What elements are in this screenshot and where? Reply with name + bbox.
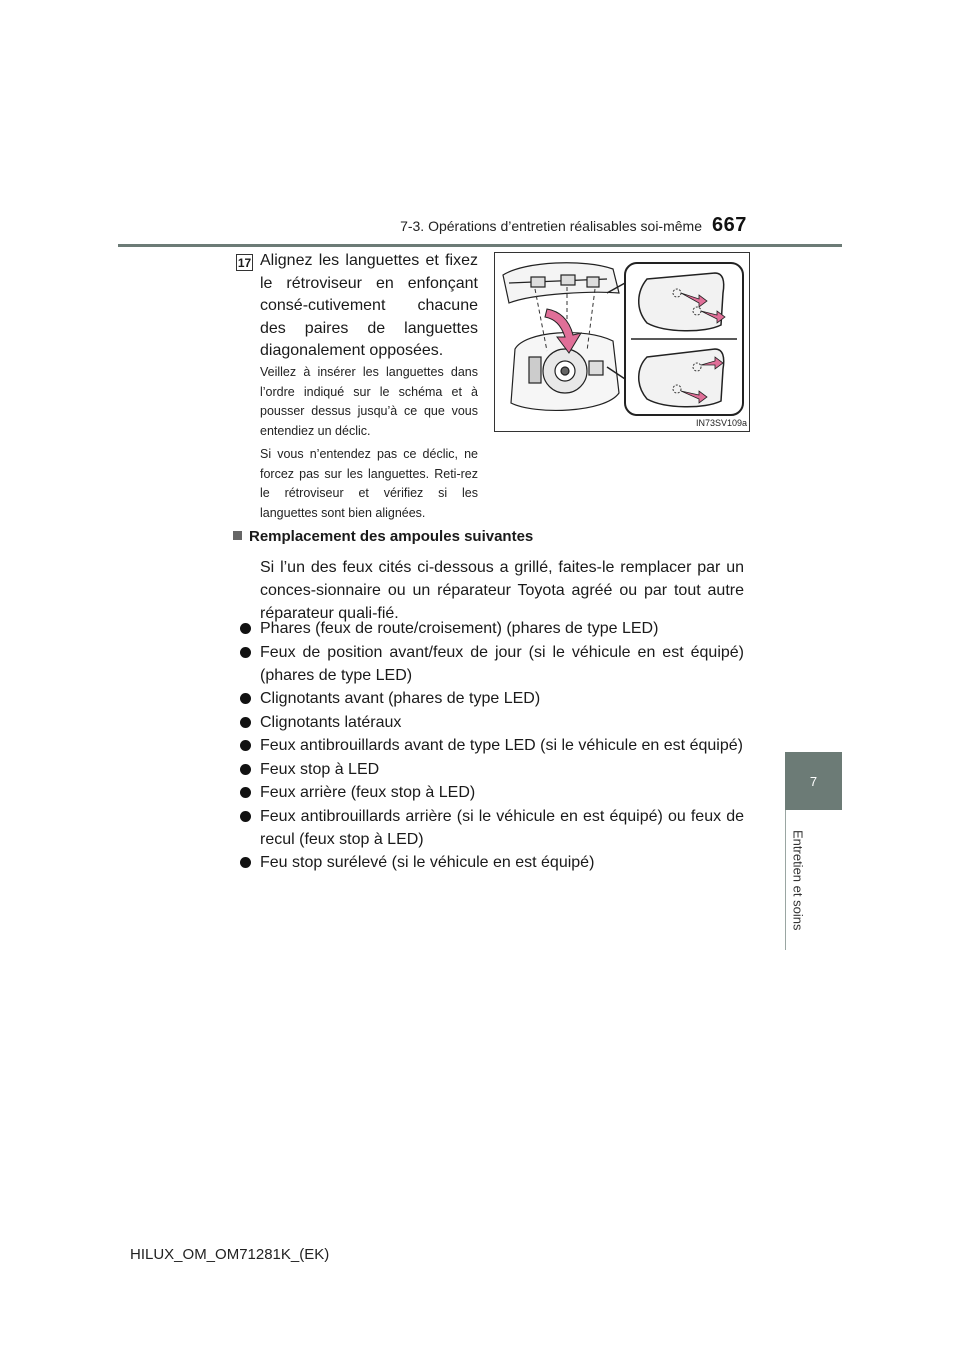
header-divider (118, 244, 842, 247)
bullet-icon (240, 740, 251, 751)
chapter-label: Entretien et soins (790, 829, 806, 931)
list-item: Phares (feux de route/croisement) (phares de type LED) (240, 617, 744, 640)
figure-code: IN73SV109a (696, 418, 748, 428)
bullet-icon (240, 647, 251, 658)
list-item: Feux arrière (feux stop à LED) (240, 781, 744, 804)
list-item: Feux de position avant/feux de jour (si le véhicule en est équipé) (phares de type LED) (240, 641, 744, 687)
mirror-glass-lower (639, 349, 724, 407)
list-item: Feux antibrouillards arrière (si le véhicule en est équipé) ou feux de recul (feux stop à LED) (240, 805, 744, 851)
bullet-icon (240, 717, 251, 728)
section-heading-text: Remplacement des ampoules suivantes (249, 528, 534, 545)
step-instruction: Alignez les languettes et fixez le rétroviseur en enfonçant consé-cutivement chacune des paires de languettes diagonalement opposées. (260, 252, 478, 360)
section-title: 7-3. Opérations d’entretien réalisables soi-même (400, 218, 702, 234)
bullet-icon (240, 693, 251, 704)
chapter-number-tab: 7 (785, 752, 842, 810)
section-intro: Si l’un des feux cités ci-dessous a grillé, faites-le remplacer par un conces-sionnaire ou un réparateur Toyota agréé ou par tout autre réparateur quali-fié. (260, 559, 744, 622)
list-item: Clignotants latéraux (240, 711, 744, 734)
list-item: Feu stop surélevé (si le véhicule en est équipé) (240, 851, 744, 874)
bullet-icon (240, 623, 251, 634)
list-item: Feux stop à LED (240, 758, 744, 781)
bullet-icon (240, 857, 251, 868)
square-bullet-icon (233, 531, 242, 540)
list-item: Clignotants avant (phares de type LED) (240, 687, 744, 710)
step-note: Veillez à insérer les languettes dans l’ordre indiqué sur le schéma et à pousser dessus jusqu’à ce que vous entendiez un déclic. (260, 365, 478, 438)
document-code-footer: HILUX_OM_OM71281K_(EK) (130, 1246, 330, 1263)
section-heading (233, 528, 533, 545)
step-number-badge: 17 (237, 255, 252, 270)
mirror-installation-figure (494, 252, 750, 432)
bulb-list (240, 617, 744, 875)
mirror-diagram-svg (495, 253, 749, 431)
list-item: Feux antibrouillards avant de type LED (si le véhicule en est équipé) (240, 734, 744, 757)
step-note: Si vous n’entendez pas ce déclic, ne forcez pas sur les languettes. Reti-rez le rétroviseur et vérifiez si les languettes sont bien alignées. (260, 447, 478, 520)
mirror-glass-upper (639, 273, 725, 331)
bullet-icon (240, 787, 251, 798)
bullet-icon (240, 811, 251, 822)
page-number: 667 (712, 214, 747, 236)
bullet-icon (240, 764, 251, 775)
